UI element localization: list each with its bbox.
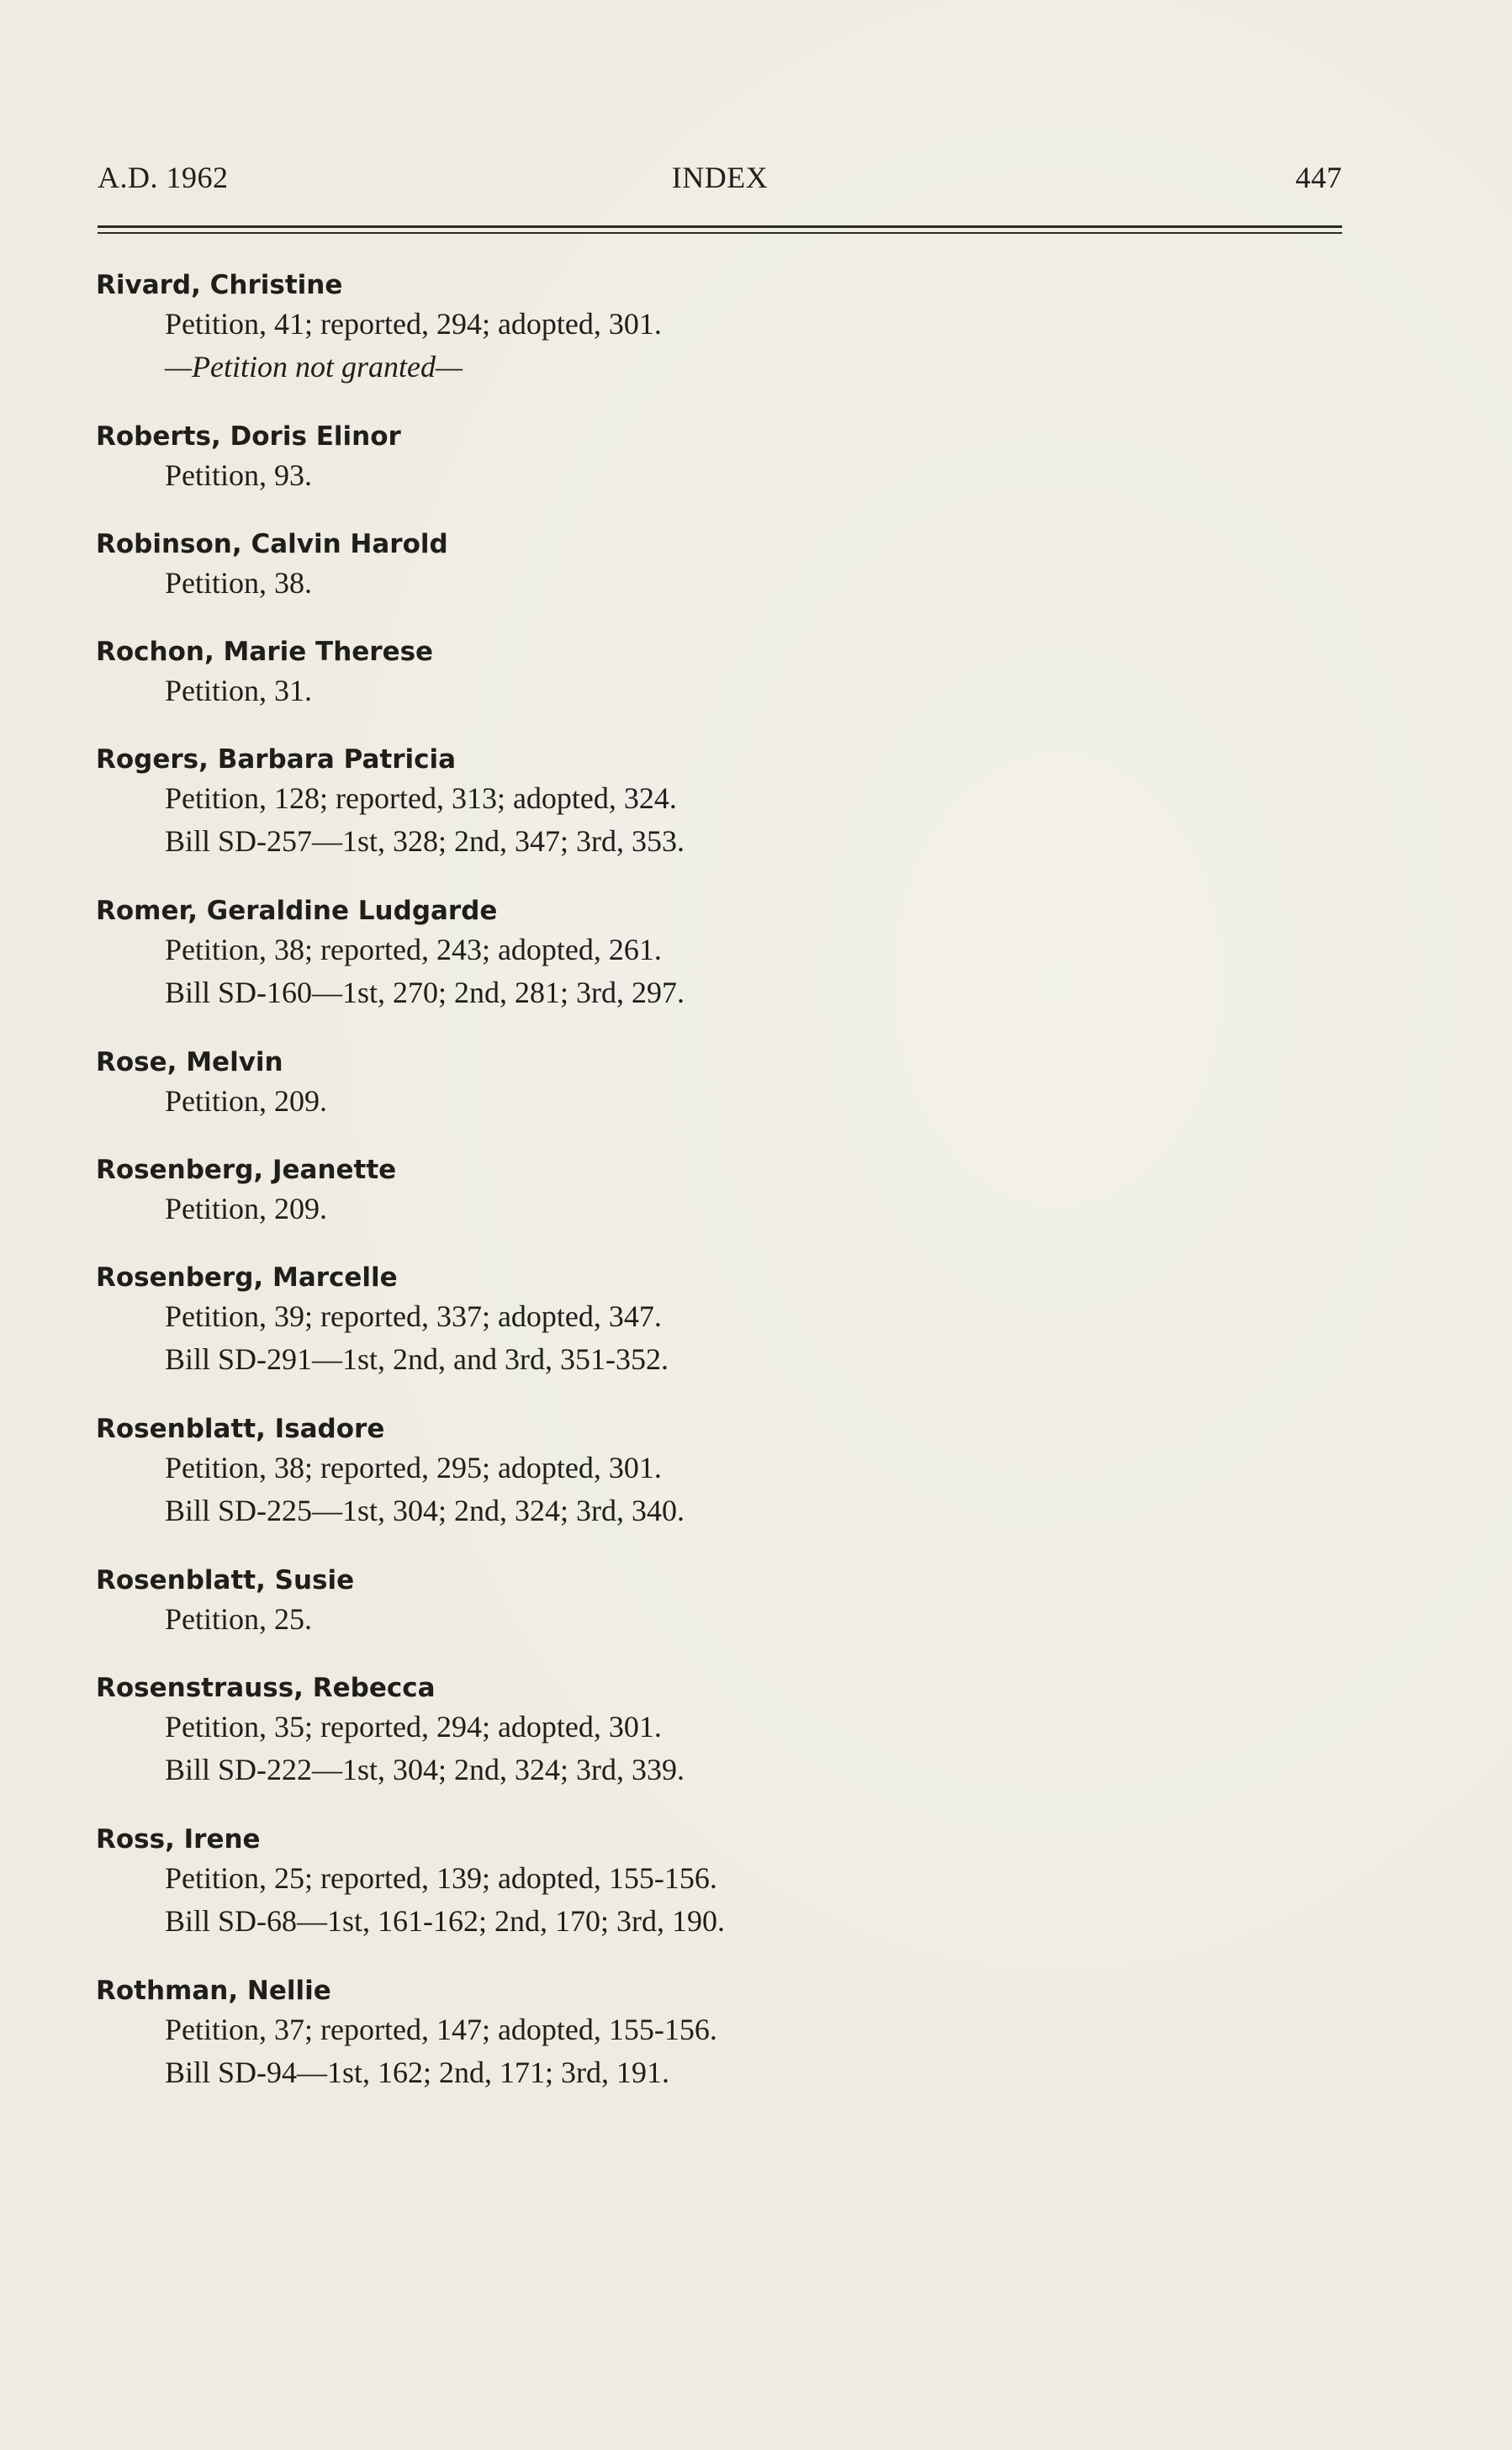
- entry-detail: Petition, 128; reported, 313; adopted, 324.: [165, 781, 677, 815]
- entry-detail: Petition, 93.: [165, 458, 313, 492]
- entry-detail: Bill SD-291—1st, 2nd, and 3rd, 351-352.: [165, 1342, 669, 1376]
- entry-name: Rothman, Nellie: [96, 1976, 331, 2006]
- entry-detail: Petition, 41; reported, 294; adopted, 301.: [165, 307, 662, 341]
- entry-detail: Bill SD-94—1st, 162; 2nd, 171; 3rd, 191.: [165, 2056, 670, 2089]
- index-entry: [96, 634, 1340, 712]
- index-entry: [96, 1152, 1340, 1230]
- entry-detail: Bill SD-225—1st, 304; 2nd, 324; 3rd, 340.: [165, 1494, 685, 1527]
- index-entry: [96, 1973, 1340, 2094]
- entry-name: Rose, Melvin: [96, 1047, 283, 1077]
- entry-detail: Petition, 35; reported, 294; adopted, 301.: [165, 1710, 662, 1744]
- entry-name: Robinson, Calvin Harold: [96, 529, 448, 559]
- entry-detail: —Petition not granted—: [165, 350, 463, 384]
- entry-detail: Bill SD-160—1st, 270; 2nd, 281; 3rd, 297.: [165, 976, 685, 1009]
- index-entry: [96, 267, 1340, 389]
- entry-name: Rosenstrauss, Rebecca: [96, 1673, 436, 1703]
- index-entry: [96, 419, 1340, 497]
- entry-detail: Bill SD-257—1st, 328; 2nd, 347; 3rd, 353.: [165, 824, 685, 858]
- entry-name: Rosenberg, Jeanette: [96, 1155, 397, 1185]
- header-title: INDEX: [671, 161, 769, 194]
- index-entry: [96, 893, 1340, 1014]
- entry-detail: Petition, 25; reported, 139; adopted, 155-156.: [165, 1861, 717, 1895]
- entry-name: Romer, Geraldine Ludgarde: [96, 896, 498, 926]
- header-rule-top: [98, 225, 1342, 228]
- entry-name: Rivard, Christine: [96, 270, 343, 300]
- index-entry: [96, 1670, 1340, 1791]
- entry-detail: Petition, 38.: [165, 566, 313, 600]
- index-entry: [96, 1045, 1340, 1123]
- entry-name: Rosenberg, Marcelle: [96, 1262, 398, 1293]
- index-entries: [96, 267, 1340, 2125]
- entry-name: Rosenblatt, Susie: [96, 1565, 355, 1595]
- index-entry: [96, 1260, 1340, 1381]
- index-entry: [96, 1563, 1340, 1641]
- entry-detail: Bill SD-68—1st, 161-162; 2nd, 170; 3rd, 190.: [165, 1904, 726, 1938]
- index-entry: [96, 742, 1340, 863]
- entry-name: Roberts, Doris Elinor: [96, 421, 401, 452]
- entry-detail: Petition, 39; reported, 337; adopted, 347.: [165, 1299, 662, 1333]
- index-entry: [96, 527, 1340, 605]
- entry-name: Rogers, Barbara Patricia: [96, 744, 457, 775]
- header-rule-bottom: [98, 232, 1342, 234]
- entry-detail: Petition, 38; reported, 295; adopted, 301.: [165, 1451, 662, 1484]
- entry-name: Rosenblatt, Isadore: [96, 1414, 385, 1444]
- header-year: A.D. 1962: [98, 161, 229, 194]
- index-entry: [96, 1822, 1340, 1943]
- entry-detail: Petition, 37; reported, 147; adopted, 155-156.: [165, 2013, 717, 2046]
- page-header: [98, 160, 1342, 202]
- entry-detail: Petition, 209.: [165, 1192, 328, 1225]
- entry-name: Ross, Irene: [96, 1824, 261, 1855]
- page-number: 447: [1295, 161, 1342, 194]
- index-entry: [96, 1411, 1340, 1532]
- entry-detail: Bill SD-222—1st, 304; 2nd, 324; 3rd, 339.: [165, 1753, 685, 1786]
- entry-name: Rochon, Marie Therese: [96, 637, 434, 667]
- entry-detail: Petition, 25.: [165, 1602, 313, 1636]
- entry-detail: Petition, 38; reported, 243; adopted, 261.: [165, 933, 662, 966]
- entry-detail: Petition, 209.: [165, 1084, 328, 1118]
- entry-detail: Petition, 31.: [165, 674, 313, 707]
